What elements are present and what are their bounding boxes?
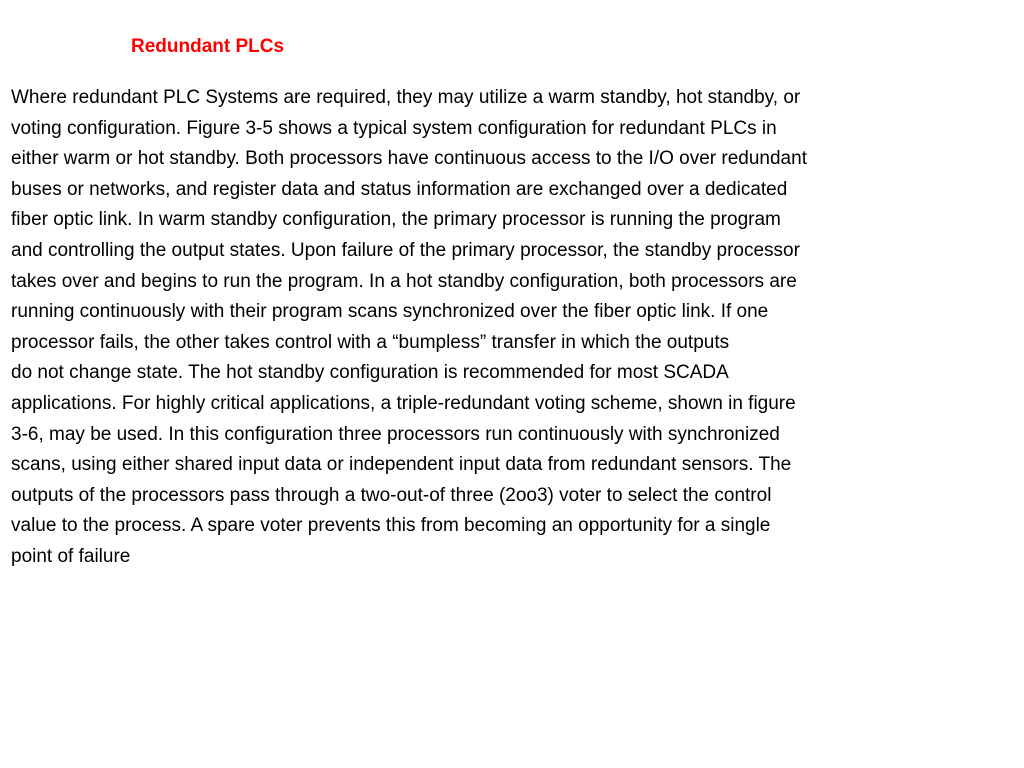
body-line: running continuously with their program scans synchronized over the fiber optic link. If one [11,301,769,323]
body-line: do not change state. The hot standby configuration is recommended for most SCADA [11,362,729,384]
body-line: value to the process. A spare voter prevents this from becoming an opportunity for a single [11,515,771,537]
body-line: applications. For highly critical applications, a triple-redundant voting scheme, shown in figure [11,392,796,414]
body-line: point of failure [11,545,131,567]
slide-title: Redundant PLCs [131,36,285,57]
body-line: voting configuration. Figure 3-5 shows a typical system configuration for redundant PLCs in [11,117,777,139]
body-line: and controlling the output states. Upon failure of the primary processor, the standby processor [11,239,800,261]
body-line: scans, using either shared input data or independent input data from redundant sensors. The [11,454,792,476]
body-line: fiber optic link. In warm standby configuration, the primary processor is running the program [11,209,781,231]
body-line: takes over and begins to run the program. In a hot standby configuration, both processors are [11,270,797,292]
body-line: outputs of the processors pass through a two-out-of three (2oo3) voter to select the control [11,484,772,506]
body-line: Where redundant PLC Systems are required, they may utilize a warm standby, hot standby, or [11,87,801,108]
body-line: processor fails, the other takes control with a “bumpless” transfer in which the outputs [11,331,730,353]
body-line: either warm or hot standby. Both processors have continuous access to the I/O over redundant [11,148,807,170]
body-line: buses or networks, and register data and status information are exchanged over a dedicated [11,178,788,200]
body-paragraph [11,83,1016,573]
body-line: 3-6, may be used. In this configuration three processors run continuously with synchronized [11,423,780,445]
